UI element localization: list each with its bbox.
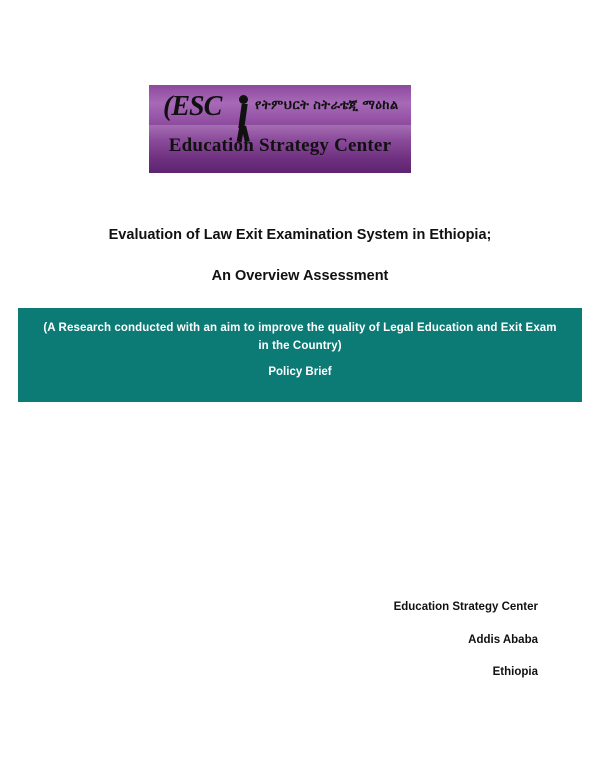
page-subtitle: An Overview Assessment	[211, 268, 389, 284]
footer-country: Ethiopia	[492, 666, 538, 678]
banner-description-text: (A Research conducted with an aim to improve the quality of Legal Education and Exit Exam in the Country)	[43, 322, 557, 352]
banner-document-type: Policy Brief	[268, 365, 332, 378]
organization-logo	[149, 85, 411, 173]
footer-city: Addis Ababa	[468, 633, 538, 646]
logo-organization-name: Education Strategy Center	[168, 135, 392, 156]
footer-organization: Education Strategy Center	[393, 601, 538, 613]
logo-background	[149, 85, 411, 173]
logo-amharic-text: የትምህርት ስትራቴጂ ማዕከል	[255, 97, 399, 112]
footer-organization-block	[394, 602, 538, 679]
page-title: Evaluation of Law Exit Examination System in Ethiopia;	[108, 227, 492, 243]
research-description-banner	[18, 308, 582, 402]
logo-abbreviation: (ESC	[163, 91, 222, 122]
